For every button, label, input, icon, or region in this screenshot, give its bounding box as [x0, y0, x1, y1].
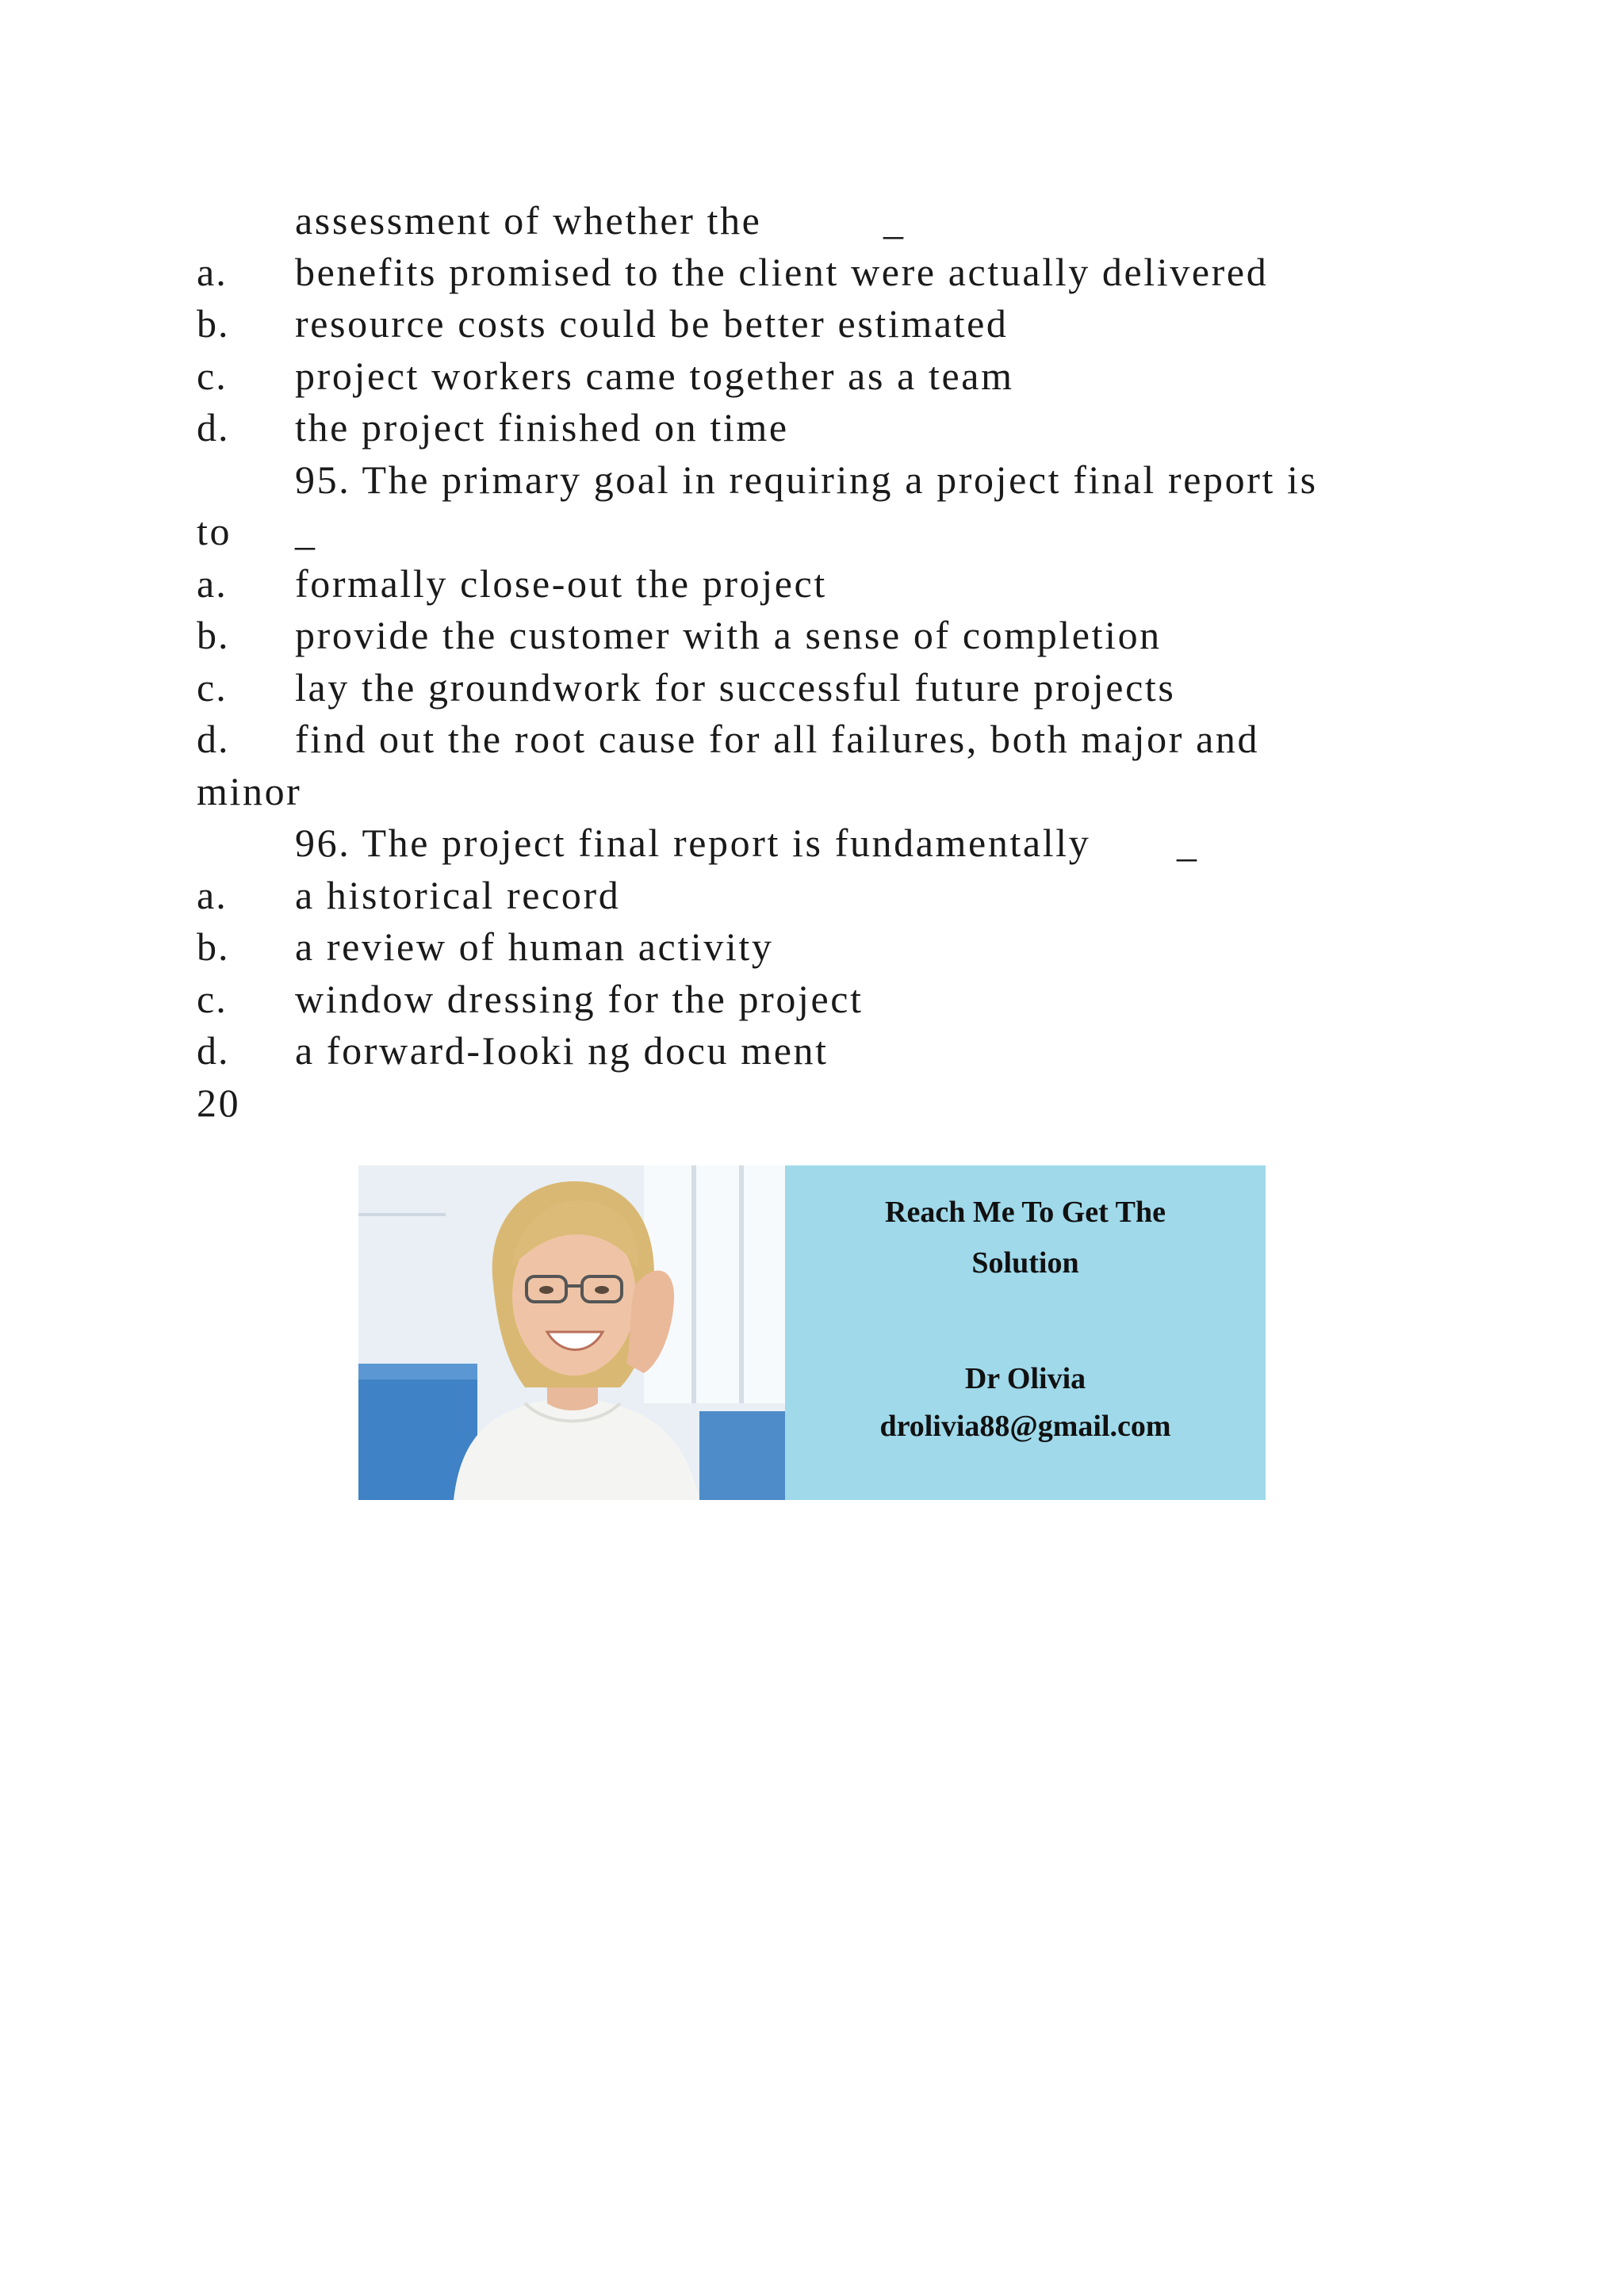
q95-option-b: provide the customer with a sense of completion: [295, 613, 1162, 657]
q94-blank: _: [883, 198, 903, 243]
q95-blank: _: [295, 509, 315, 553]
q95-option-d: find out the root cause for all failures, both major and: [295, 717, 1260, 761]
q94-option-a: benefits promised to the client were actually delivered: [295, 250, 1269, 294]
q94-option-d-label: d.: [197, 405, 230, 450]
q94-stem: assessment of whether the: [295, 198, 762, 243]
contact-banner: [358, 1165, 1266, 1500]
banner-photo: [358, 1165, 785, 1500]
banner-email[interactable]: drolivia88@gmail.com: [879, 1410, 1171, 1443]
q96-option-b: a review of human activity: [295, 924, 774, 969]
q94-option-c-label: c.: [197, 354, 228, 398]
q96-option-b-label: b.: [197, 924, 230, 969]
q96-blank: _: [1177, 821, 1197, 865]
q95-option-c-label: c.: [197, 665, 228, 710]
q96-option-d: a forward-Iooki ng docu ment: [295, 1028, 829, 1073]
q94-option-d: the project finished on time: [295, 405, 789, 450]
banner-info-panel: [785, 1165, 1266, 1500]
woman-with-glasses-photo: [358, 1165, 785, 1500]
q96-option-c-label: c.: [197, 977, 228, 1021]
q94-option-b: resource costs could be better estimated: [295, 301, 1009, 346]
q95-option-b-label: b.: [197, 613, 230, 657]
banner-name: Dr Olivia: [964, 1362, 1086, 1395]
q95-option-d-label: d.: [197, 717, 230, 761]
q96-option-c: window dressing for the project: [295, 977, 864, 1021]
q96-option-a-label: a.: [197, 873, 228, 917]
q94-option-a-label: a.: [197, 250, 228, 294]
q95-stem-wrap: to: [197, 509, 232, 553]
banner-subheadline: Solution: [971, 1246, 1079, 1280]
page-number: 20: [197, 1081, 241, 1125]
q95-option-a-label: a.: [197, 561, 228, 606]
q96-option-a: a historical record: [295, 873, 621, 917]
q94-option-b-label: b.: [197, 301, 230, 346]
banner-headline: Reach Me To Get The: [885, 1196, 1166, 1229]
q96-stem: 96. The project final report is fundamentally: [295, 821, 1091, 865]
q95-option-d-wrap: minor: [197, 769, 302, 813]
q95-option-c: lay the groundwork for successful future projects: [295, 665, 1176, 710]
q95-stem: 95. The primary goal in requiring a project final report is: [295, 457, 1318, 502]
q95-option-a: formally close-out the project: [295, 561, 827, 606]
q96-option-d-label: d.: [197, 1028, 230, 1073]
q94-option-c: project workers came together as a team: [295, 354, 1014, 398]
